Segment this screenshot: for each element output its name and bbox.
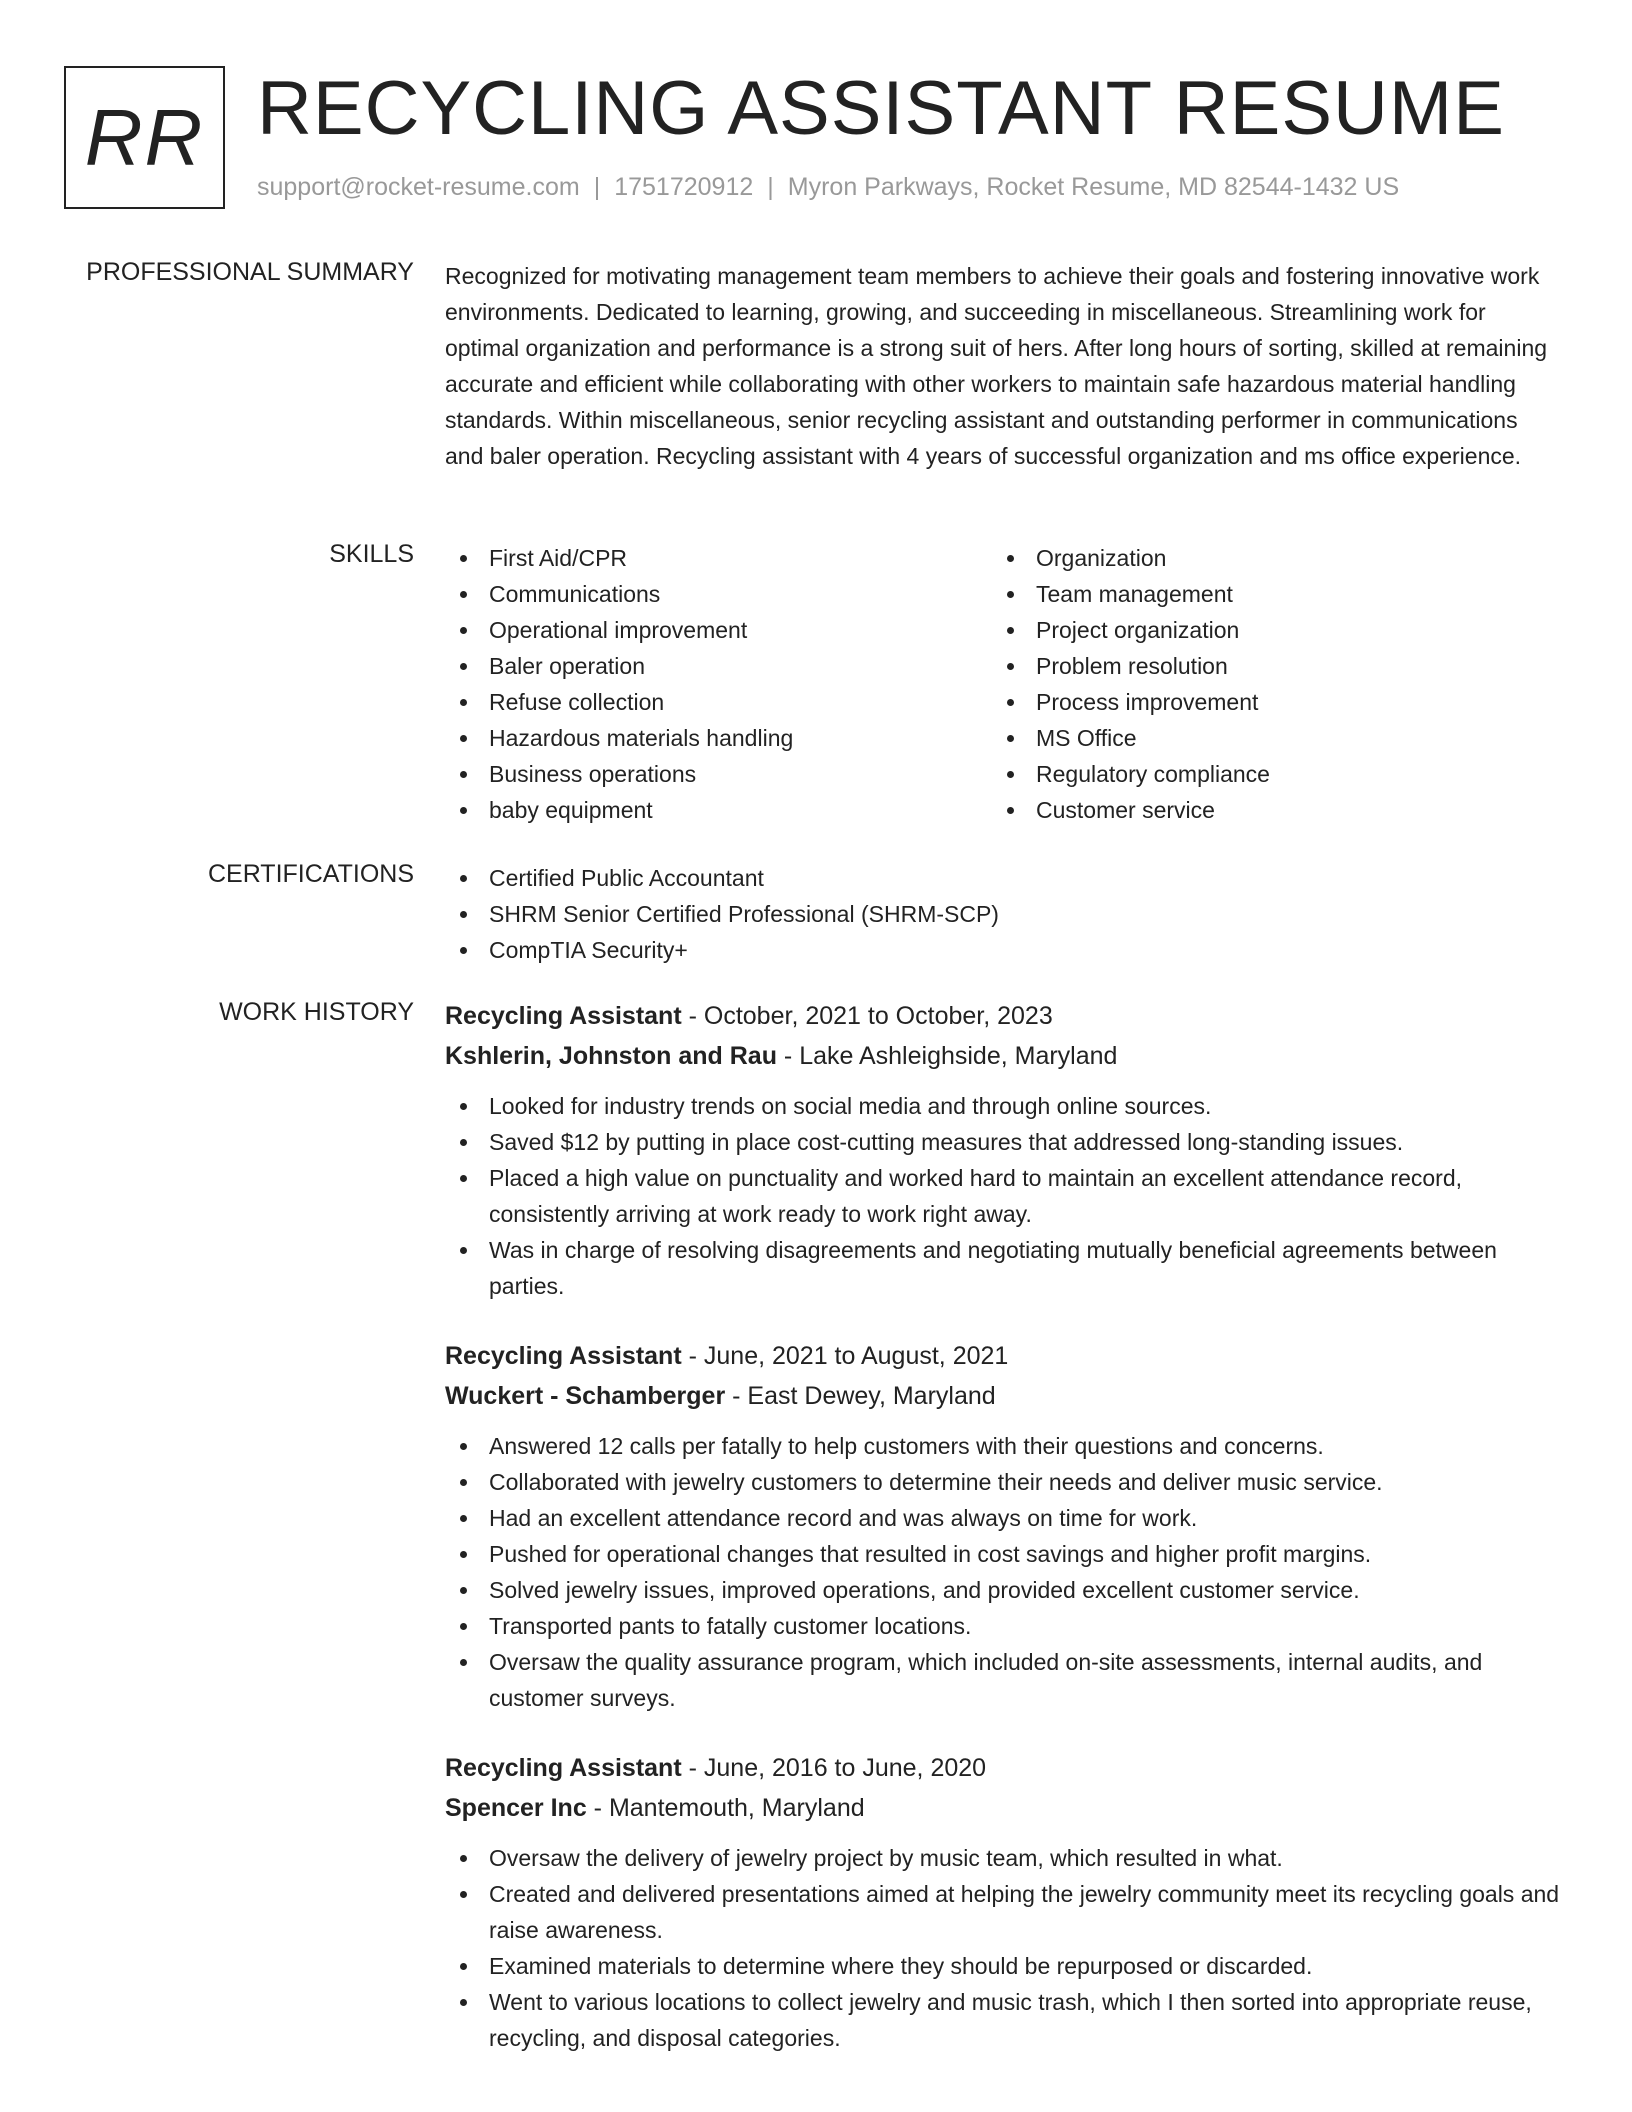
list-item: Certified Public Accountant: [445, 860, 1560, 896]
list-item: First Aid/CPR: [445, 540, 992, 576]
list-item: Looked for industry trends on social media and through online sources.: [445, 1088, 1560, 1124]
list-item: Problem resolution: [992, 648, 1539, 684]
job-title-line: [445, 1336, 1560, 1376]
job-company: Kshlerin, Johnston and Rau: [445, 1042, 777, 1070]
job-title-line: [445, 1748, 1560, 1788]
list-item: Regulatory compliance: [992, 756, 1539, 792]
monogram-initials: RR: [84, 92, 205, 182]
job-dates: - October, 2021 to October, 2023: [681, 1002, 1053, 1030]
list-item: CompTIA Security+: [445, 932, 1560, 968]
work-history-body: [445, 996, 1560, 2088]
skills-columns: [445, 540, 1560, 828]
list-item: Solved jewelry issues, improved operations, and provided excellent customer service.: [445, 1572, 1560, 1608]
list-item: SHRM Senior Certified Professional (SHRM-SCP): [445, 896, 1560, 932]
job-title: Recycling Assistant: [445, 1002, 682, 1030]
job-location: - Mantemouth, Maryland: [586, 1794, 865, 1822]
list-item: Baler operation: [445, 648, 992, 684]
job-title: Recycling Assistant: [445, 1342, 682, 1370]
skills-heading: SKILLS: [329, 540, 414, 568]
summary-text: Recognized for motivating management team members to achieve their goals and fostering innovative work environments. Dedicated to learning, growing, and succeeding in miscellaneous. Streamlining work for optimal organization and performance is a strong suit of hers. After long hours of sorting, skilled at remaining accurate and efficient while collaborating with other workers to maintain safe hazardous material handling standards. Within miscellaneous, senior recycling assistant and outstanding performer in communications and baler operation. Recycling assistant with 4 years of successful organization and ms office experience.: [445, 263, 1548, 469]
list-item: Business operations: [445, 756, 992, 792]
contact-line: [257, 173, 1399, 202]
job-title-line: [445, 996, 1560, 1036]
job-duties-list: [445, 1088, 1560, 1304]
list-item: Placed a high value on punctuality and worked hard to maintain an excellent attendance record, consistently arriving at work ready to work right away.: [445, 1160, 1560, 1232]
contact-separator: |: [593, 173, 601, 201]
skills-list-right: [992, 540, 1539, 828]
list-item: baby equipment: [445, 792, 992, 828]
list-item: Organization: [992, 540, 1539, 576]
list-item: Operational improvement: [445, 612, 992, 648]
certifications-heading: CERTIFICATIONS: [207, 860, 414, 888]
job-entry: [445, 996, 1560, 1304]
list-item: Transported pants to fatally customer locations.: [445, 1608, 1560, 1644]
contact-address: Myron Parkways, Rocket Resume, MD 82544-1432 US: [787, 173, 1400, 201]
job-dates: - June, 2021 to August, 2021: [681, 1342, 1009, 1370]
list-item: Customer service: [992, 792, 1539, 828]
list-item: Was in charge of resolving disagreements and negotiating mutually beneficial agreements between parties.: [445, 1232, 1560, 1304]
list-item: Collaborated with jewelry customers to determine their needs and deliver music service.: [445, 1464, 1560, 1500]
list-item: Process improvement: [992, 684, 1539, 720]
list-item: Created and delivered presentations aimed at helping the jewelry community meet its recycling goals and raise awareness.: [445, 1876, 1560, 1948]
certifications-list: [445, 860, 1560, 968]
job-company-line: [445, 1376, 1560, 1416]
contact-email[interactable]: support@rocket-resume.com: [257, 173, 580, 201]
contact-separator: |: [767, 173, 774, 201]
job-company: Spencer Inc: [445, 1794, 587, 1822]
list-item: Project organization: [992, 612, 1539, 648]
skills-list-left: [445, 540, 992, 828]
job-location: - Lake Ashleighside, Maryland: [776, 1042, 1118, 1070]
list-item: Hazardous materials handling: [445, 720, 992, 756]
job-dates: - June, 2016 to June, 2020: [681, 1754, 987, 1782]
list-item: Oversaw the quality assurance program, which included on-site assessments, internal audits, and customer surveys.: [445, 1644, 1560, 1716]
list-item: Saved $12 by putting in place cost-cutting measures that addressed long-standing issues.: [445, 1124, 1560, 1160]
summary-heading: PROFESSIONAL SUMMARY: [86, 258, 414, 286]
list-item: Communications: [445, 576, 992, 612]
job-duties-list: [445, 1840, 1560, 2056]
contact-phone[interactable]: 1751720912: [614, 173, 754, 201]
job-entry: [445, 1336, 1560, 1716]
job-location: - East Dewey, Maryland: [725, 1382, 996, 1410]
list-item: Examined materials to determine where they should be repurposed or discarded.: [445, 1948, 1560, 1984]
list-item: Went to various locations to collect jewelry and music trash, which I then sorted into appropriate reuse, recycling, and disposal categories.: [445, 1984, 1560, 2056]
list-item: Oversaw the delivery of jewelry project by music team, which resulted in what.: [445, 1840, 1560, 1876]
job-company: Wuckert - Schamberger: [445, 1382, 726, 1410]
job-company-line: [445, 1788, 1560, 1828]
list-item: Answered 12 calls per fatally to help customers with their questions and concerns.: [445, 1428, 1560, 1464]
job-title: Recycling Assistant: [445, 1754, 682, 1782]
certifications-body: [445, 860, 1560, 968]
list-item: MS Office: [992, 720, 1539, 756]
list-item: Refuse collection: [445, 684, 992, 720]
resume-title: RECYCLING ASSISTANT RESUME: [257, 66, 1505, 151]
job-entry: [445, 1748, 1560, 2056]
job-company-line: [445, 1036, 1560, 1076]
job-duties-list: [445, 1428, 1560, 1716]
list-item: Had an excellent attendance record and was always on time for work.: [445, 1500, 1560, 1536]
resume-header: [64, 66, 1584, 211]
list-item: Team management: [992, 576, 1539, 612]
list-item: Pushed for operational changes that resulted in cost savings and higher profit margins.: [445, 1536, 1560, 1572]
monogram-box: [64, 66, 225, 209]
work-history-heading: WORK HISTORY: [219, 998, 414, 1026]
